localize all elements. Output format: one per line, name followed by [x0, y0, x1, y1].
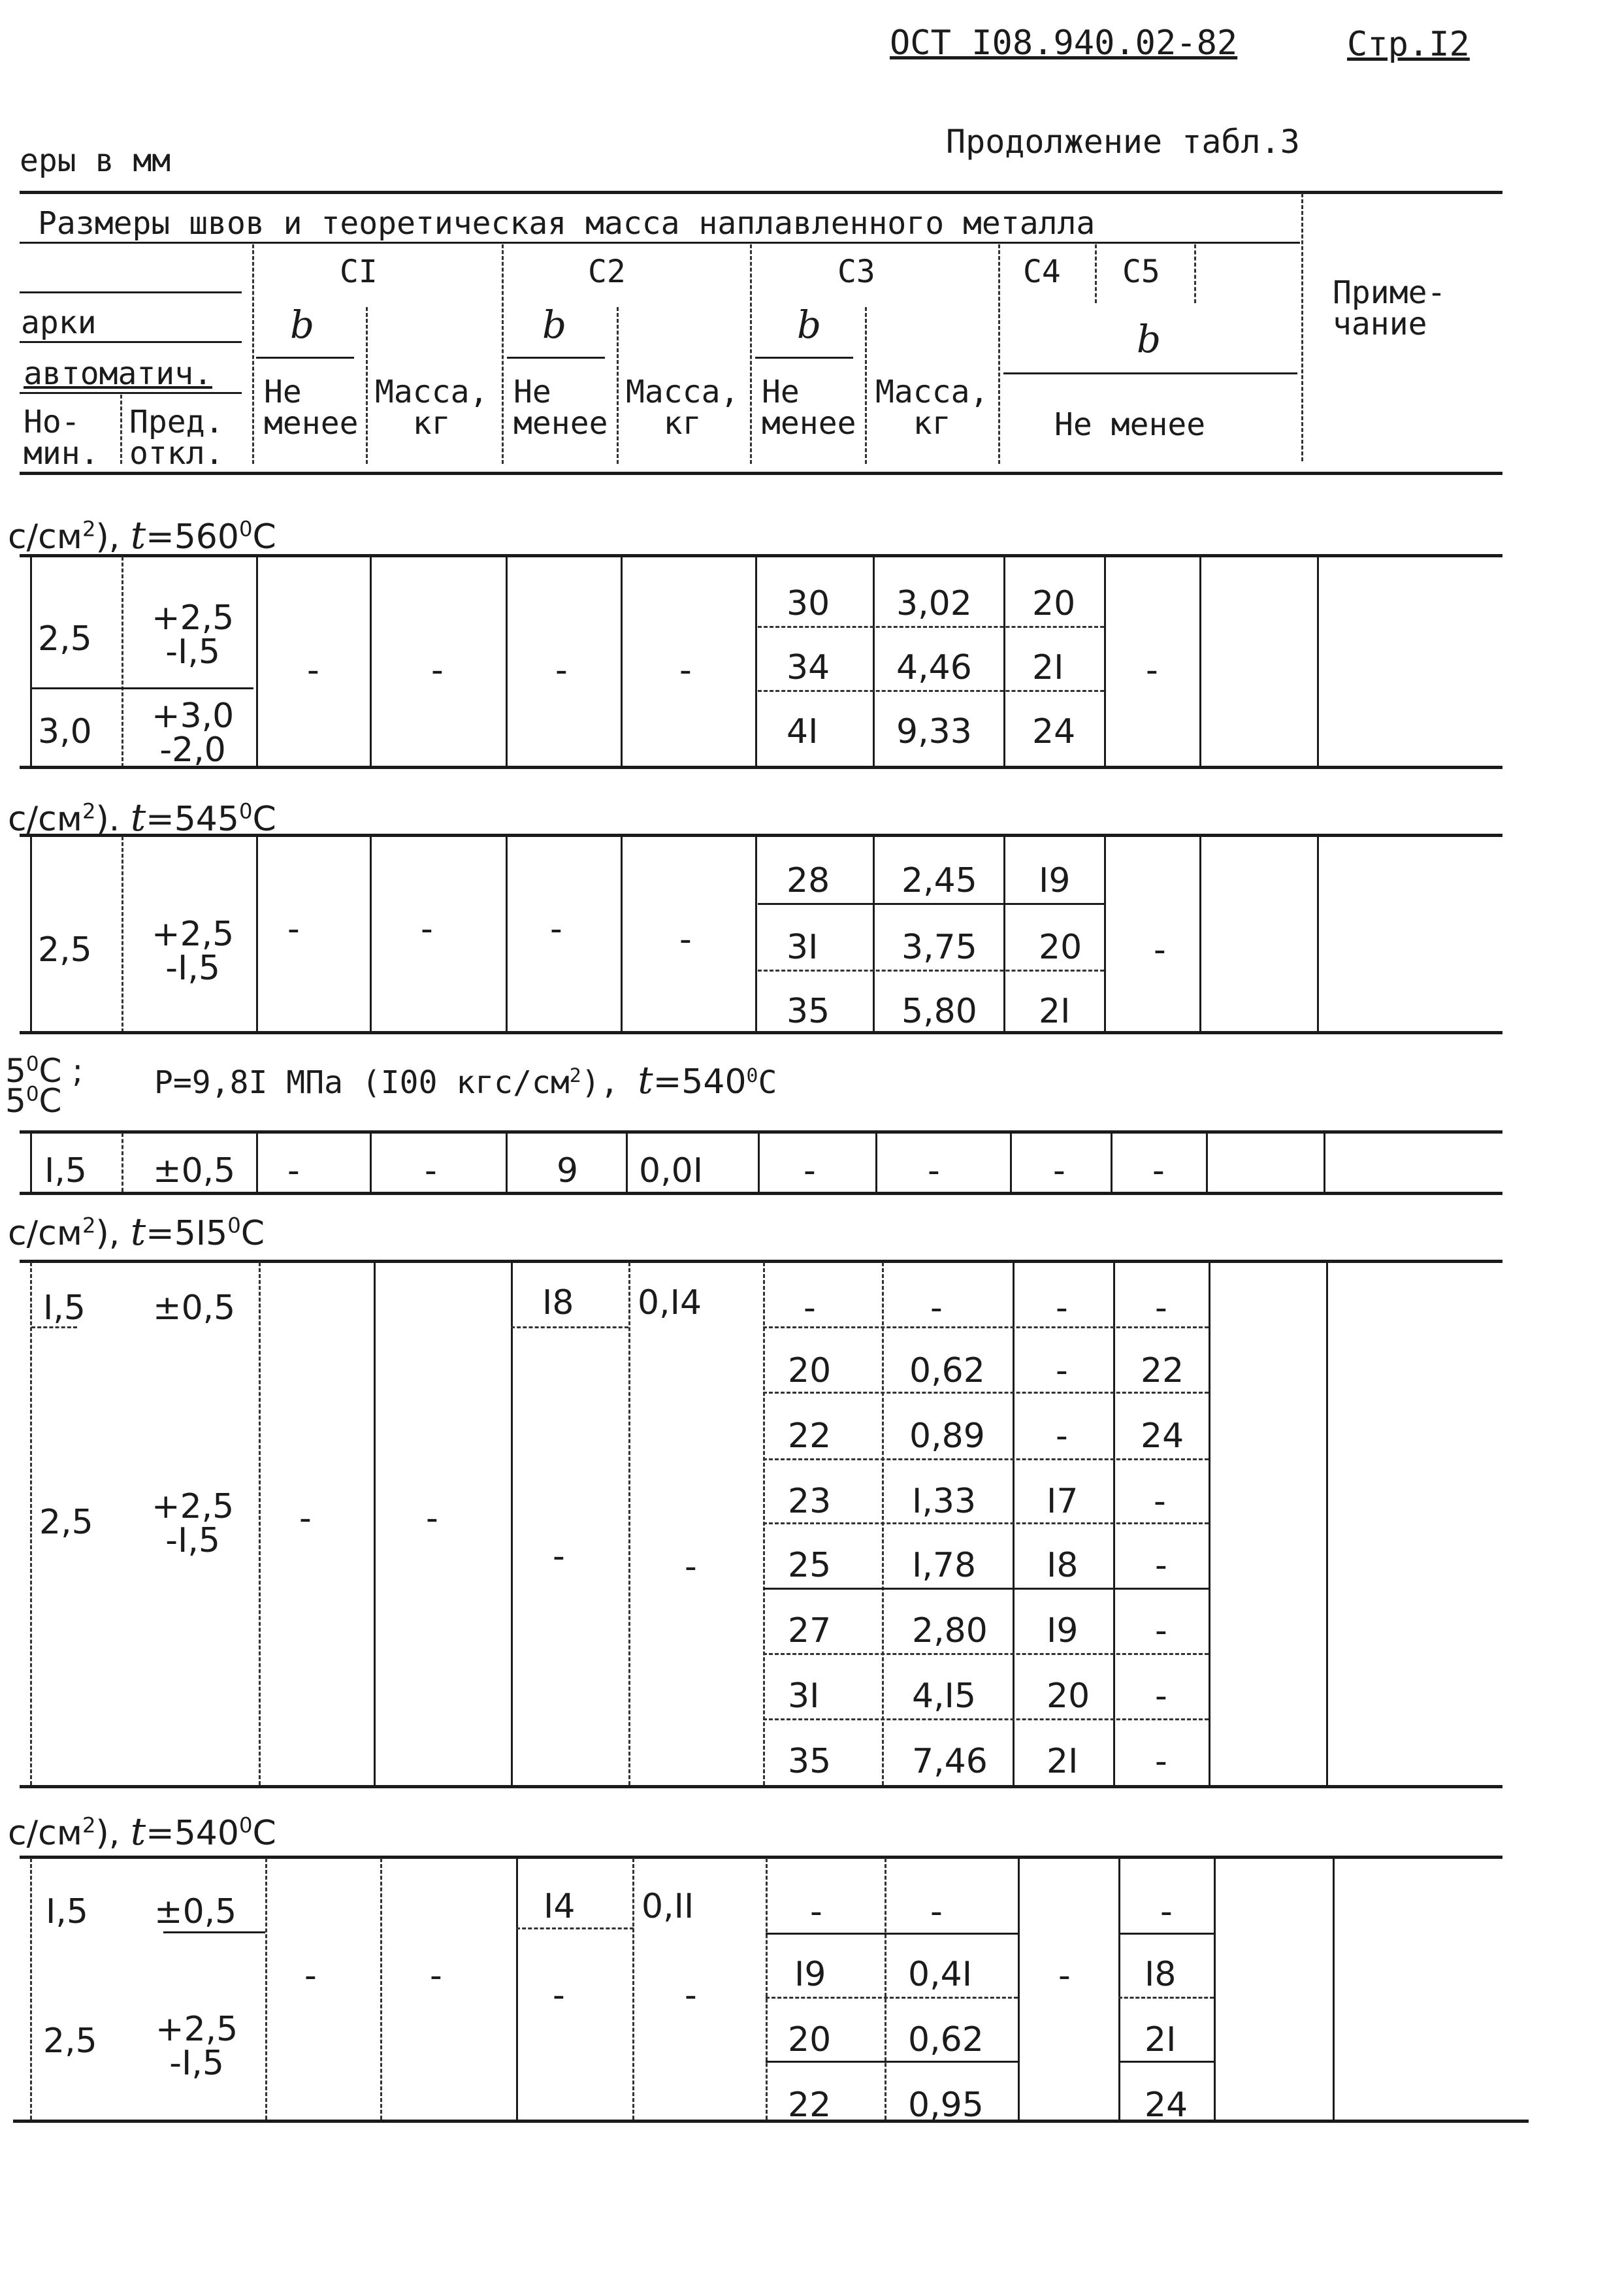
grid-vline	[1324, 1133, 1325, 1192]
grid-vline	[1333, 1858, 1335, 2120]
s4-tolerance: +2,5 -I,5	[152, 1487, 235, 1560]
c2-mass-label: Масса, кг	[626, 374, 739, 442]
s5-r3-c3-mass: 0,95	[908, 2086, 984, 2125]
s4-r4-c3-b: 25	[788, 1546, 832, 1585]
section-rule	[20, 1031, 1502, 1034]
s4-first-c3-mass: -	[930, 1288, 943, 1328]
s4-r5-c3-b: 27	[788, 1611, 832, 1650]
row-rule	[758, 903, 1104, 905]
col-c4-label: C4	[1023, 254, 1061, 290]
row-rule	[1118, 1933, 1214, 1935]
header-vline	[252, 244, 254, 464]
row-rule	[763, 1653, 1209, 1655]
s2-r1-c3-mass: 2,45	[901, 861, 977, 900]
row-rule	[766, 1997, 1018, 1999]
s4-r5-c4: I9	[1047, 1611, 1079, 1650]
s4-r6-c4: 20	[1047, 1677, 1090, 1716]
grid-vline	[628, 1262, 630, 1785]
page-number: Стр.I2	[1347, 25, 1470, 64]
header-rule	[1003, 372, 1297, 374]
s4-first-c2-b: I8	[542, 1283, 574, 1322]
s4-c1-b: -	[299, 1499, 312, 1538]
grid-vline	[885, 1858, 886, 2120]
s4-r6-c5: -	[1155, 1677, 1167, 1716]
table-main-title: Размеры швов и теоретическая масса наплавленного металла	[38, 205, 1096, 242]
section-rule	[20, 766, 1502, 769]
s4-r1-c3-b: 20	[788, 1351, 832, 1390]
header-rule	[256, 357, 354, 359]
s5-first-tolerance: ±0,5	[154, 1892, 237, 1931]
s1-r1-c3-b: 30	[787, 584, 830, 623]
s4-first-nominal: I,5	[43, 1288, 86, 1328]
s2-nominal: 2,5	[38, 930, 92, 970]
s5-r3-c3-b: 22	[788, 2086, 832, 2125]
s4-c2-b: -	[553, 1537, 565, 1576]
grid-vline	[873, 557, 875, 767]
s4-r7-c3-mass: 7,46	[912, 1742, 988, 1781]
s1-c5: -	[1146, 651, 1158, 690]
section-pressure-heading: $5^0C$ ;	[5, 1052, 84, 1090]
c1-not-less-label: Не менее	[264, 374, 359, 442]
s5-r1-c5: I8	[1145, 1955, 1177, 1994]
s4-r4-c4: I8	[1047, 1546, 1079, 1585]
grid-vline	[30, 1262, 32, 1785]
header-vline	[366, 307, 368, 464]
header-vline	[750, 244, 752, 464]
tolerance-label: Пред. откл.	[129, 404, 224, 472]
s1-r2-c3-b: 34	[787, 648, 830, 687]
header-top-rule	[20, 191, 1502, 194]
s1-c2-mass: -	[679, 651, 692, 690]
s4-r1-c5: 22	[1141, 1351, 1184, 1390]
s4-first-c4: -	[1056, 1288, 1068, 1328]
s1-tolerance-b: +3,0 -2,0	[152, 696, 235, 770]
s5-r2-c3-mass: 0,62	[908, 2020, 984, 2059]
c2-not-less-label: Не менее	[513, 374, 608, 442]
grid-vline	[621, 557, 623, 767]
s4-r7-c3-b: 35	[788, 1742, 832, 1781]
s5-c4: -	[1058, 1956, 1071, 1995]
row-rule	[763, 1588, 1209, 1590]
grid-vline	[122, 836, 123, 1032]
s2-c5: -	[1154, 930, 1166, 970]
col-note-label: Приме- чание	[1333, 274, 1446, 342]
s1-c1-b: -	[307, 651, 319, 690]
grid-vline	[1317, 836, 1319, 1032]
s3-c5: -	[1152, 1151, 1165, 1190]
s5-r1-c3-b: I9	[794, 1955, 826, 1994]
s3-c2-mass: 0,0I	[639, 1151, 704, 1190]
s3-nominal: I,5	[44, 1151, 87, 1190]
header-rule	[507, 357, 605, 359]
s4-r2-c3-b: 22	[788, 1417, 832, 1456]
row-rule	[763, 1458, 1209, 1460]
s3-c1-mass: -	[425, 1151, 437, 1190]
s3-c4: -	[1053, 1151, 1065, 1190]
s4-r2-c4: -	[1056, 1417, 1068, 1456]
grid-vline	[755, 836, 757, 1032]
section-rule	[20, 1130, 1502, 1134]
c3-b-symbol: b	[797, 303, 822, 347]
s5-tolerance: +2,5 -I,5	[155, 2010, 238, 2083]
header-rule	[755, 357, 853, 359]
row-rule	[758, 690, 1104, 692]
col-c1-label: CI	[340, 254, 378, 290]
s4-c2-mass: -	[685, 1547, 697, 1586]
s4-nominal: 2,5	[39, 1503, 93, 1542]
s4-first-c2-mass: 0,I4	[638, 1283, 702, 1322]
s4-r7-c5: -	[1155, 1742, 1167, 1781]
grid-vline	[30, 557, 32, 767]
section-560-heading: $с/см^2$), $t=560^0C$	[8, 513, 276, 557]
grid-vline	[370, 1133, 372, 1192]
grid-vline	[875, 1133, 877, 1192]
c3-not-less-label: Не менее	[762, 374, 856, 442]
col-c2-label: C2	[588, 254, 626, 290]
section-pressure-heading-line2: $5^0C$	[5, 1082, 62, 1120]
grid-vline	[506, 1133, 508, 1192]
grid-vline	[1317, 557, 1319, 767]
grid-vline	[516, 1858, 518, 2120]
s4-r4-c5: -	[1155, 1546, 1167, 1585]
grid-vline	[1018, 1858, 1020, 2120]
col-c5-label: C5	[1122, 254, 1160, 290]
grid-vline	[370, 557, 372, 767]
header-bottom-rule	[20, 472, 1502, 475]
s4-r6-c3-b: 3I	[788, 1677, 820, 1716]
header-rule	[20, 392, 242, 394]
s1-r3-c3-b: 4I	[787, 712, 819, 751]
s5-c2-mass: -	[685, 1976, 697, 2015]
s3-c2-b: 9	[557, 1151, 579, 1190]
section-rule	[20, 834, 1502, 837]
row-rule	[763, 1718, 1209, 1720]
grid-vline	[506, 557, 508, 767]
s2-r2-c4: 20	[1039, 928, 1082, 967]
row-rule	[1118, 1997, 1214, 1999]
s5-nominal: 2,5	[43, 2022, 97, 2061]
grid-vline	[370, 836, 372, 1032]
header-divider	[1301, 193, 1303, 461]
grid-vline	[122, 1133, 123, 1192]
s5-r3-c5: 24	[1145, 2086, 1188, 2125]
grid-vline	[256, 1133, 258, 1192]
s2-r3-c4: 2I	[1039, 992, 1071, 1031]
row-rule	[511, 1326, 628, 1328]
s4-r5-c3-mass: 2,80	[912, 1611, 988, 1650]
s4-r5-c5: -	[1155, 1611, 1167, 1650]
grid-vline	[1010, 1133, 1012, 1192]
section-pressure-text: P=9,8I МПа (I00 кгс/$см^2$), $t=540^0C$	[154, 1058, 777, 1102]
s5-first-c3-b: -	[810, 1892, 822, 1931]
row-rule	[766, 2061, 1018, 2063]
grid-vline	[621, 836, 623, 1032]
grid-vline	[1003, 557, 1005, 767]
section-540-heading: $с/см^2$), $t=540^0C$	[8, 1809, 276, 1854]
grid-vline	[755, 557, 757, 767]
s4-r4-c3-mass: I,78	[912, 1546, 977, 1585]
s2-c2-mass: -	[679, 920, 692, 959]
s1-r3-c4: 24	[1032, 712, 1076, 751]
grid-vline	[766, 1858, 768, 2120]
s3-c1-b: -	[287, 1151, 300, 1190]
grid-vline	[511, 1262, 513, 1785]
s2-r2-c3-b: 3I	[787, 928, 819, 967]
header-vline	[502, 244, 504, 464]
s5-first-c2-b: I4	[544, 1887, 576, 1926]
s4-c1-mass: -	[426, 1499, 438, 1538]
s1-c2-b: -	[555, 651, 568, 690]
s2-r3-c3-mass: 5,80	[901, 992, 977, 1031]
grid-vline	[1104, 836, 1106, 1032]
s2-r3-c3-b: 35	[787, 992, 830, 1031]
s4-r6-c3-mass: 4,I5	[912, 1677, 977, 1716]
s1-r2-c4: 2I	[1032, 648, 1064, 687]
section-rule	[20, 1260, 1502, 1263]
row-rule	[31, 687, 253, 689]
section-515-heading: $с/см^2$), $t=5I5^0C$	[8, 1209, 265, 1254]
s5-r2-c3-b: 20	[788, 2020, 832, 2059]
grid-vline	[256, 557, 258, 767]
s4-r3-c5: -	[1154, 1482, 1166, 1521]
s4-r1-c4: -	[1056, 1351, 1068, 1390]
c1-b-symbol: b	[290, 303, 315, 347]
s1-r3-c3-mass: 9,33	[896, 712, 972, 751]
grid-vline	[374, 1262, 376, 1785]
grid-vline	[626, 1133, 628, 1192]
s1-r2-c3-mass: 4,46	[896, 648, 972, 687]
row-rule	[766, 1933, 1018, 1935]
grid-vline	[1214, 1858, 1216, 2120]
c1-mass-label: Масса, кг	[375, 374, 489, 442]
header-rule	[20, 291, 242, 293]
s1-tolerance-a: +2,5 -I,5	[152, 598, 235, 672]
col-c3-label: C3	[837, 254, 875, 290]
s5-r1-c3-mass: 0,4I	[908, 1955, 973, 1994]
table-bottom-rule	[13, 2120, 1529, 2123]
header-vline	[120, 395, 122, 464]
s5-first-c3-mass: -	[930, 1892, 943, 1931]
s3-c3-mass: -	[928, 1151, 940, 1190]
document-code: ОСТ I08.940.02-82	[890, 24, 1238, 63]
grid-vline	[380, 1858, 382, 2120]
s4-r3-c3-mass: I,33	[912, 1482, 977, 1521]
s5-first-c2-mass: 0,II	[641, 1887, 694, 1926]
s1-nominal-a: 2,5	[38, 619, 92, 659]
grid-vline	[1209, 1262, 1210, 1785]
row-rule	[763, 1392, 1209, 1394]
s5-first-nominal: I,5	[46, 1892, 88, 1931]
grid-vline	[265, 1858, 267, 2120]
row-rule	[163, 1931, 265, 1933]
section-rule	[20, 554, 1502, 557]
auto-welding-label: автоматич.	[24, 355, 212, 392]
s2-r1-c3-b: 28	[787, 861, 830, 900]
s1-r1-c4: 20	[1032, 584, 1076, 623]
grid-vline	[1118, 1858, 1120, 2120]
s5-c1-b: -	[304, 1956, 317, 1995]
s4-first-c3-b: -	[804, 1288, 816, 1328]
grid-vline	[506, 836, 508, 1032]
row-rule	[31, 1326, 77, 1328]
s4-r2-c3-mass: 0,89	[909, 1417, 985, 1456]
s5-r2-c5: 2I	[1145, 2020, 1177, 2059]
s2-c1-mass: -	[421, 909, 433, 949]
s1-r1-c3-mass: 3,02	[896, 584, 972, 623]
header-vline	[617, 307, 619, 464]
header-vline	[865, 307, 867, 464]
s4-r3-c3-b: 23	[788, 1482, 832, 1521]
row-rule	[516, 1927, 634, 1929]
s1-nominal-b: 3,0	[38, 712, 92, 751]
s4-first-c5: -	[1155, 1288, 1167, 1328]
grid-vline	[122, 557, 123, 767]
section-545-heading: $с/см^2$). $t=545^0C$	[8, 795, 276, 840]
grid-vline	[1326, 1262, 1328, 1785]
s4-r7-c4: 2I	[1047, 1742, 1079, 1781]
grid-vline	[30, 1858, 32, 2120]
weld-type-label: арки	[21, 304, 97, 341]
grid-vline	[632, 1858, 634, 2120]
s3-tolerance: ±0,5	[153, 1151, 236, 1190]
row-rule	[763, 1522, 1209, 1524]
units-caption: еры в мм	[20, 142, 171, 179]
s4-first-tolerance: ±0,5	[153, 1288, 236, 1328]
row-rule	[1118, 2061, 1214, 2063]
c4c5-not-less-label: Не менее	[1054, 406, 1206, 443]
row-rule	[758, 626, 1104, 628]
s4-r3-c4: I7	[1047, 1482, 1079, 1521]
grid-vline	[1206, 1133, 1208, 1192]
s2-c2-b: -	[550, 909, 562, 949]
header-vline	[998, 244, 1000, 464]
grid-vline	[30, 1133, 32, 1192]
row-rule	[763, 1326, 1209, 1328]
s4-r1-c3-mass: 0,62	[909, 1351, 985, 1390]
grid-vline	[873, 836, 875, 1032]
s1-c1-mass: -	[431, 651, 444, 690]
s2-r1-c4: I9	[1039, 861, 1071, 900]
nominal-label: Но- мин.	[24, 404, 99, 472]
header-rule	[20, 341, 242, 343]
table-continuation: Продолжение табл.3	[946, 123, 1300, 161]
grid-vline	[758, 1133, 760, 1192]
s3-c3-b: -	[804, 1151, 816, 1190]
section-rule	[20, 1192, 1502, 1195]
s5-c2-b: -	[553, 1976, 565, 2015]
s2-c1-b: -	[287, 909, 300, 949]
grid-vline	[1199, 836, 1201, 1032]
section-rule	[20, 1856, 1502, 1859]
title-underline	[20, 242, 1300, 244]
c2-b-symbol: b	[542, 303, 567, 347]
s2-tolerance: +2,5 -I,5	[152, 915, 235, 988]
grid-vline	[1003, 836, 1005, 1032]
grid-vline	[1199, 557, 1201, 767]
s4-r2-c5: 24	[1141, 1417, 1184, 1456]
s5-first-c5: -	[1160, 1892, 1173, 1931]
grid-vline	[30, 836, 32, 1032]
header-vline	[1095, 244, 1097, 303]
c4c5-b-symbol: b	[1137, 317, 1161, 361]
grid-vline	[256, 836, 258, 1032]
s2-r2-c3-mass: 3,75	[901, 928, 977, 967]
header-vline	[1194, 244, 1196, 303]
row-rule	[758, 970, 1104, 972]
c3-mass-label: Масса, кг	[875, 374, 989, 442]
s5-c1-mass: -	[430, 1956, 442, 1995]
grid-vline	[259, 1262, 261, 1785]
section-rule	[20, 1785, 1502, 1788]
grid-vline	[1104, 557, 1106, 767]
grid-vline	[1111, 1133, 1112, 1192]
